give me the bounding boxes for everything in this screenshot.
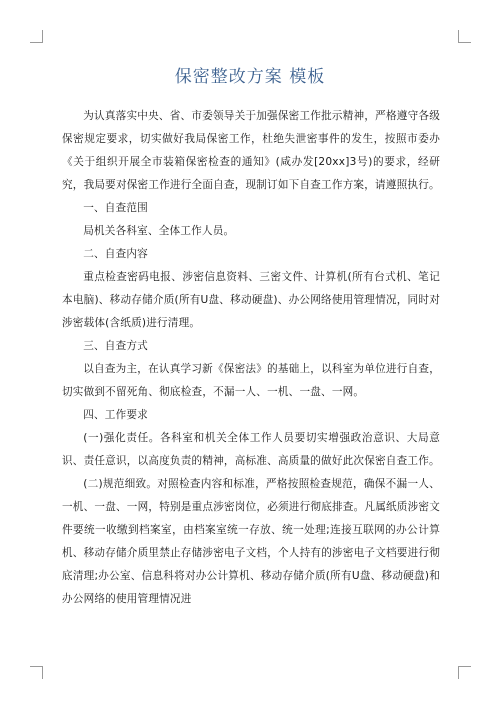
document-title: 保密整改方案 模板 — [174, 67, 326, 87]
method-paragraph: 以自查为主，在认真学习新《保密法》的基础上，以科室为单位进行自查，切实做到不留死角、彻底检查，不漏一人、一机、一盘、一网。 — [62, 363, 440, 398]
section-heading-scope: 一、自查范围 — [83, 202, 148, 214]
section-heading-requirements: 四、工作要求 — [83, 409, 148, 421]
crop-mark-bottom-right — [458, 666, 471, 679]
section-heading-content: 二、自查内容 — [83, 248, 148, 260]
scope-paragraph: 局机关各科室、全体工作人员。 — [83, 225, 235, 237]
section-heading-method: 三、自查方式 — [83, 340, 148, 352]
content-paragraph: 重点检查密码电报、涉密信息资料、三密文件、计算机(所有台式机、笔记本电脑)、移动存储介质(所有U盘、移动硬盘)、办公网络使用管理情况，同时对涉密载体(含纸质)进行清理。 — [62, 271, 440, 329]
document-body — [62, 105, 440, 611]
requirement-paragraph-1: (一)强化责任。各科室和机关全体工作人员要切实增强政治意识、大局意识、责任意识，以高度负责的精神，高标准、高质量的做好此次保密自查工作。 — [62, 432, 440, 467]
intro-paragraph: 为认真落实中央、省、市委领导关于加强保密工作批示精神，严格遵守各级保密规定要求，切实做好我局保密工作，杜绝失泄密事件的发生，按照市委办《关于组织开展全市装箱保密检查的通知》(咸办发[20xx]3号)的要求，经研究，我局要对保密工作进行全面自查，现制订如下自查工作方案，请遵照执行。 — [62, 110, 440, 191]
crop-mark-top-left — [30, 30, 43, 43]
crop-mark-bottom-left — [30, 666, 43, 679]
crop-mark-top-right — [458, 30, 471, 43]
requirement-paragraph-2: (二)规范细致。对照检查内容和标准，严格按照检查规范，确保不漏一人、一机、一盘、一网，特别是重点涉密岗位，必须进行彻底排查。凡属纸质涉密文件要统一收缴到档案室，由档案室统一存放、统一处理;连接互联网的办公计算机、移动存储介质里禁止存储涉密电子文档，个人持有的涉密电子文档要进行彻底清理;办公室、信息科将对办公计算机、移动存储介质(所有U盘、移动硬盘)和办公网络的使用管理情况进 — [62, 478, 440, 605]
